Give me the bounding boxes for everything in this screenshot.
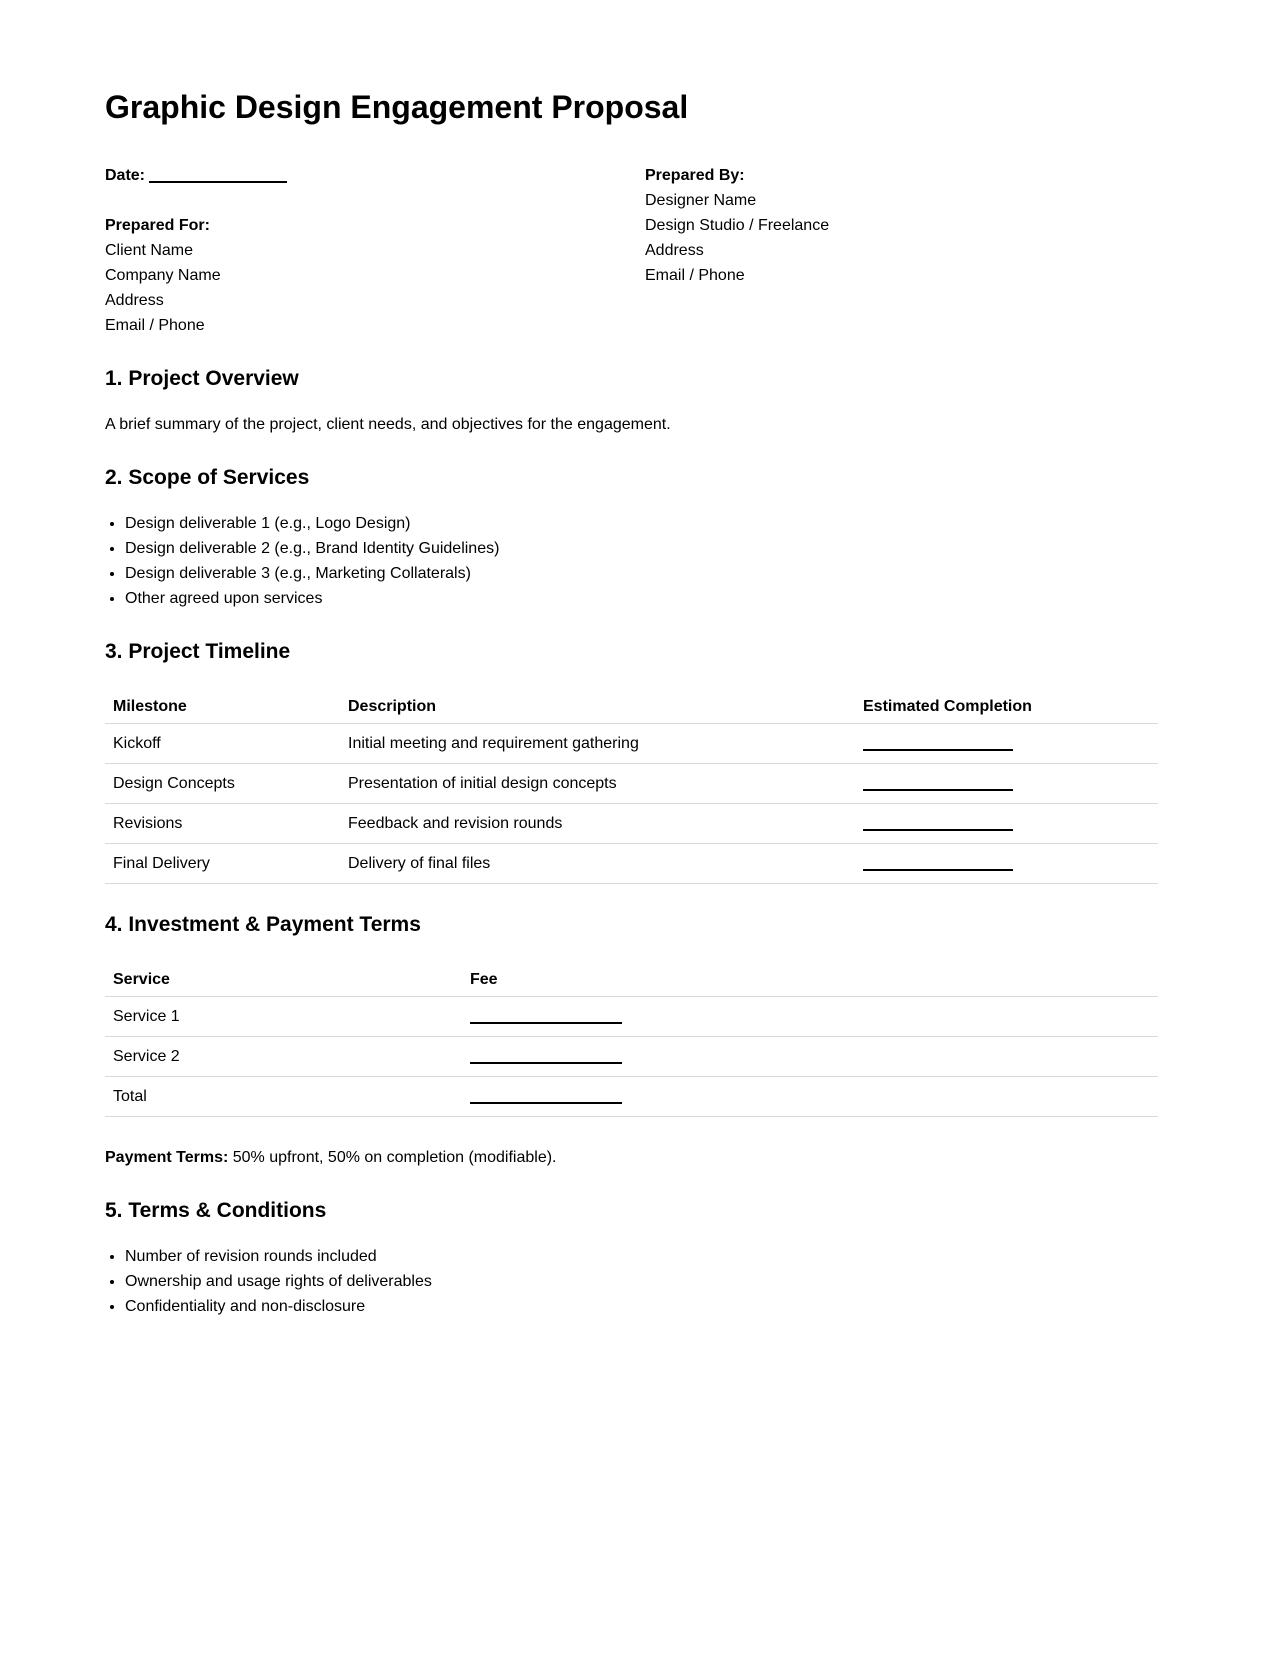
page-title: Graphic Design Engagement Proposal [105, 89, 689, 125]
date-label: Date: [105, 167, 146, 184]
estimated-completion-blank-line[interactable] [863, 829, 1013, 831]
description-cell: Initial meeting and requirement gathering [340, 724, 855, 764]
fee-row [105, 1037, 1158, 1077]
prepared-by-label: Prepared By: [645, 167, 745, 184]
prepared-by-line: Designer Name [645, 192, 757, 209]
estimated-completion-cell [855, 844, 1158, 884]
estimated-completion-blank-line[interactable] [863, 869, 1013, 871]
timeline-row [105, 724, 1158, 764]
payment-terms-label: Payment Terms: [105, 1149, 229, 1166]
estimated-completion-blank-line[interactable] [863, 789, 1013, 791]
fee-blank-line[interactable] [470, 1102, 622, 1104]
fee-cell [462, 997, 1158, 1037]
prepared-for-block [105, 238, 645, 338]
description-cell: Feedback and revision rounds [340, 804, 855, 844]
prepared-by-line: Design Studio / Freelance [645, 217, 830, 234]
overview-body: A brief summary of the project, client needs, and objectives for the engagement. [105, 416, 671, 433]
prepared-for-line: Company Name [105, 267, 221, 284]
section-heading-timeline: 3. Project Timeline [105, 640, 291, 663]
description-cell: Delivery of final files [340, 844, 855, 884]
payment-terms-text: 50% upfront, 50% on completion (modifiable). [228, 1149, 557, 1166]
scope-item: • Design deliverable 2 (e.g., Brand Identity Guidelines) [125, 536, 1158, 561]
date-line [105, 163, 645, 188]
timeline-row [105, 844, 1158, 884]
section-heading-terms: 5. Terms & Conditions [105, 1199, 327, 1222]
service-cell: Service 2 [105, 1037, 462, 1077]
prepared-for-line: Email / Phone [105, 317, 205, 334]
timeline-col-estimated-completion: Estimated Completion [855, 685, 1158, 724]
prepared-for-line: Address [105, 292, 164, 309]
estimated-completion-cell [855, 804, 1158, 844]
estimated-completion-blank-line[interactable] [863, 749, 1013, 751]
scope-item: • Design deliverable 1 (e.g., Logo Design) [125, 511, 1158, 536]
milestone-cell: Final Delivery [105, 844, 340, 884]
section-heading-overview: 1. Project Overview [105, 367, 299, 390]
prepared-by-column [645, 163, 1158, 338]
fee-blank-line[interactable] [470, 1022, 622, 1024]
timeline-col-milestone: Milestone [105, 685, 340, 724]
fee-row [105, 997, 1158, 1037]
terms-list [105, 1244, 1158, 1319]
header-info-row [105, 163, 1158, 338]
prepared-for-label: Prepared For: [105, 217, 210, 234]
estimated-completion-cell [855, 724, 1158, 764]
milestone-cell: Revisions [105, 804, 340, 844]
fee-cell [462, 1037, 1158, 1077]
fee-header-row [105, 958, 1158, 997]
section-heading-investment: 4. Investment & Payment Terms [105, 913, 421, 936]
prepared-by-line: Email / Phone [645, 267, 745, 284]
scope-item: • Other agreed upon services [125, 586, 1158, 611]
prepared-for-line: Client Name [105, 242, 194, 259]
terms-item: • Number of revision rounds included [125, 1244, 1158, 1269]
terms-item: • Confidentiality and non-disclosure [125, 1294, 1158, 1319]
timeline-header-row [105, 685, 1158, 724]
service-cell: Service 1 [105, 997, 462, 1037]
date-blank-line[interactable] [149, 181, 287, 183]
fee-cell [462, 1077, 1158, 1117]
timeline-col-description: Description [340, 685, 855, 724]
fee-col-fee: Fee [462, 958, 1158, 997]
scope-item: • Design deliverable 3 (e.g., Marketing Collaterals) [125, 561, 1158, 586]
fee-col-service: Service [105, 958, 462, 997]
fee-table [105, 958, 1158, 1117]
section-heading-scope: 2. Scope of Services [105, 466, 310, 489]
payment-terms-line [105, 1145, 1158, 1170]
scope-list [105, 511, 1158, 611]
prepared-by-block [645, 188, 1158, 288]
service-cell: Total [105, 1077, 462, 1117]
timeline-row [105, 804, 1158, 844]
terms-item: • Ownership and usage rights of deliverables [125, 1269, 1158, 1294]
prepared-for-column [105, 163, 645, 338]
prepared-by-line: Address [645, 242, 704, 259]
milestone-cell: Kickoff [105, 724, 340, 764]
milestone-cell: Design Concepts [105, 764, 340, 804]
timeline-table [105, 685, 1158, 884]
fee-row [105, 1077, 1158, 1117]
timeline-row [105, 764, 1158, 804]
estimated-completion-cell [855, 764, 1158, 804]
fee-blank-line[interactable] [470, 1062, 622, 1064]
description-cell: Presentation of initial design concepts [340, 764, 855, 804]
